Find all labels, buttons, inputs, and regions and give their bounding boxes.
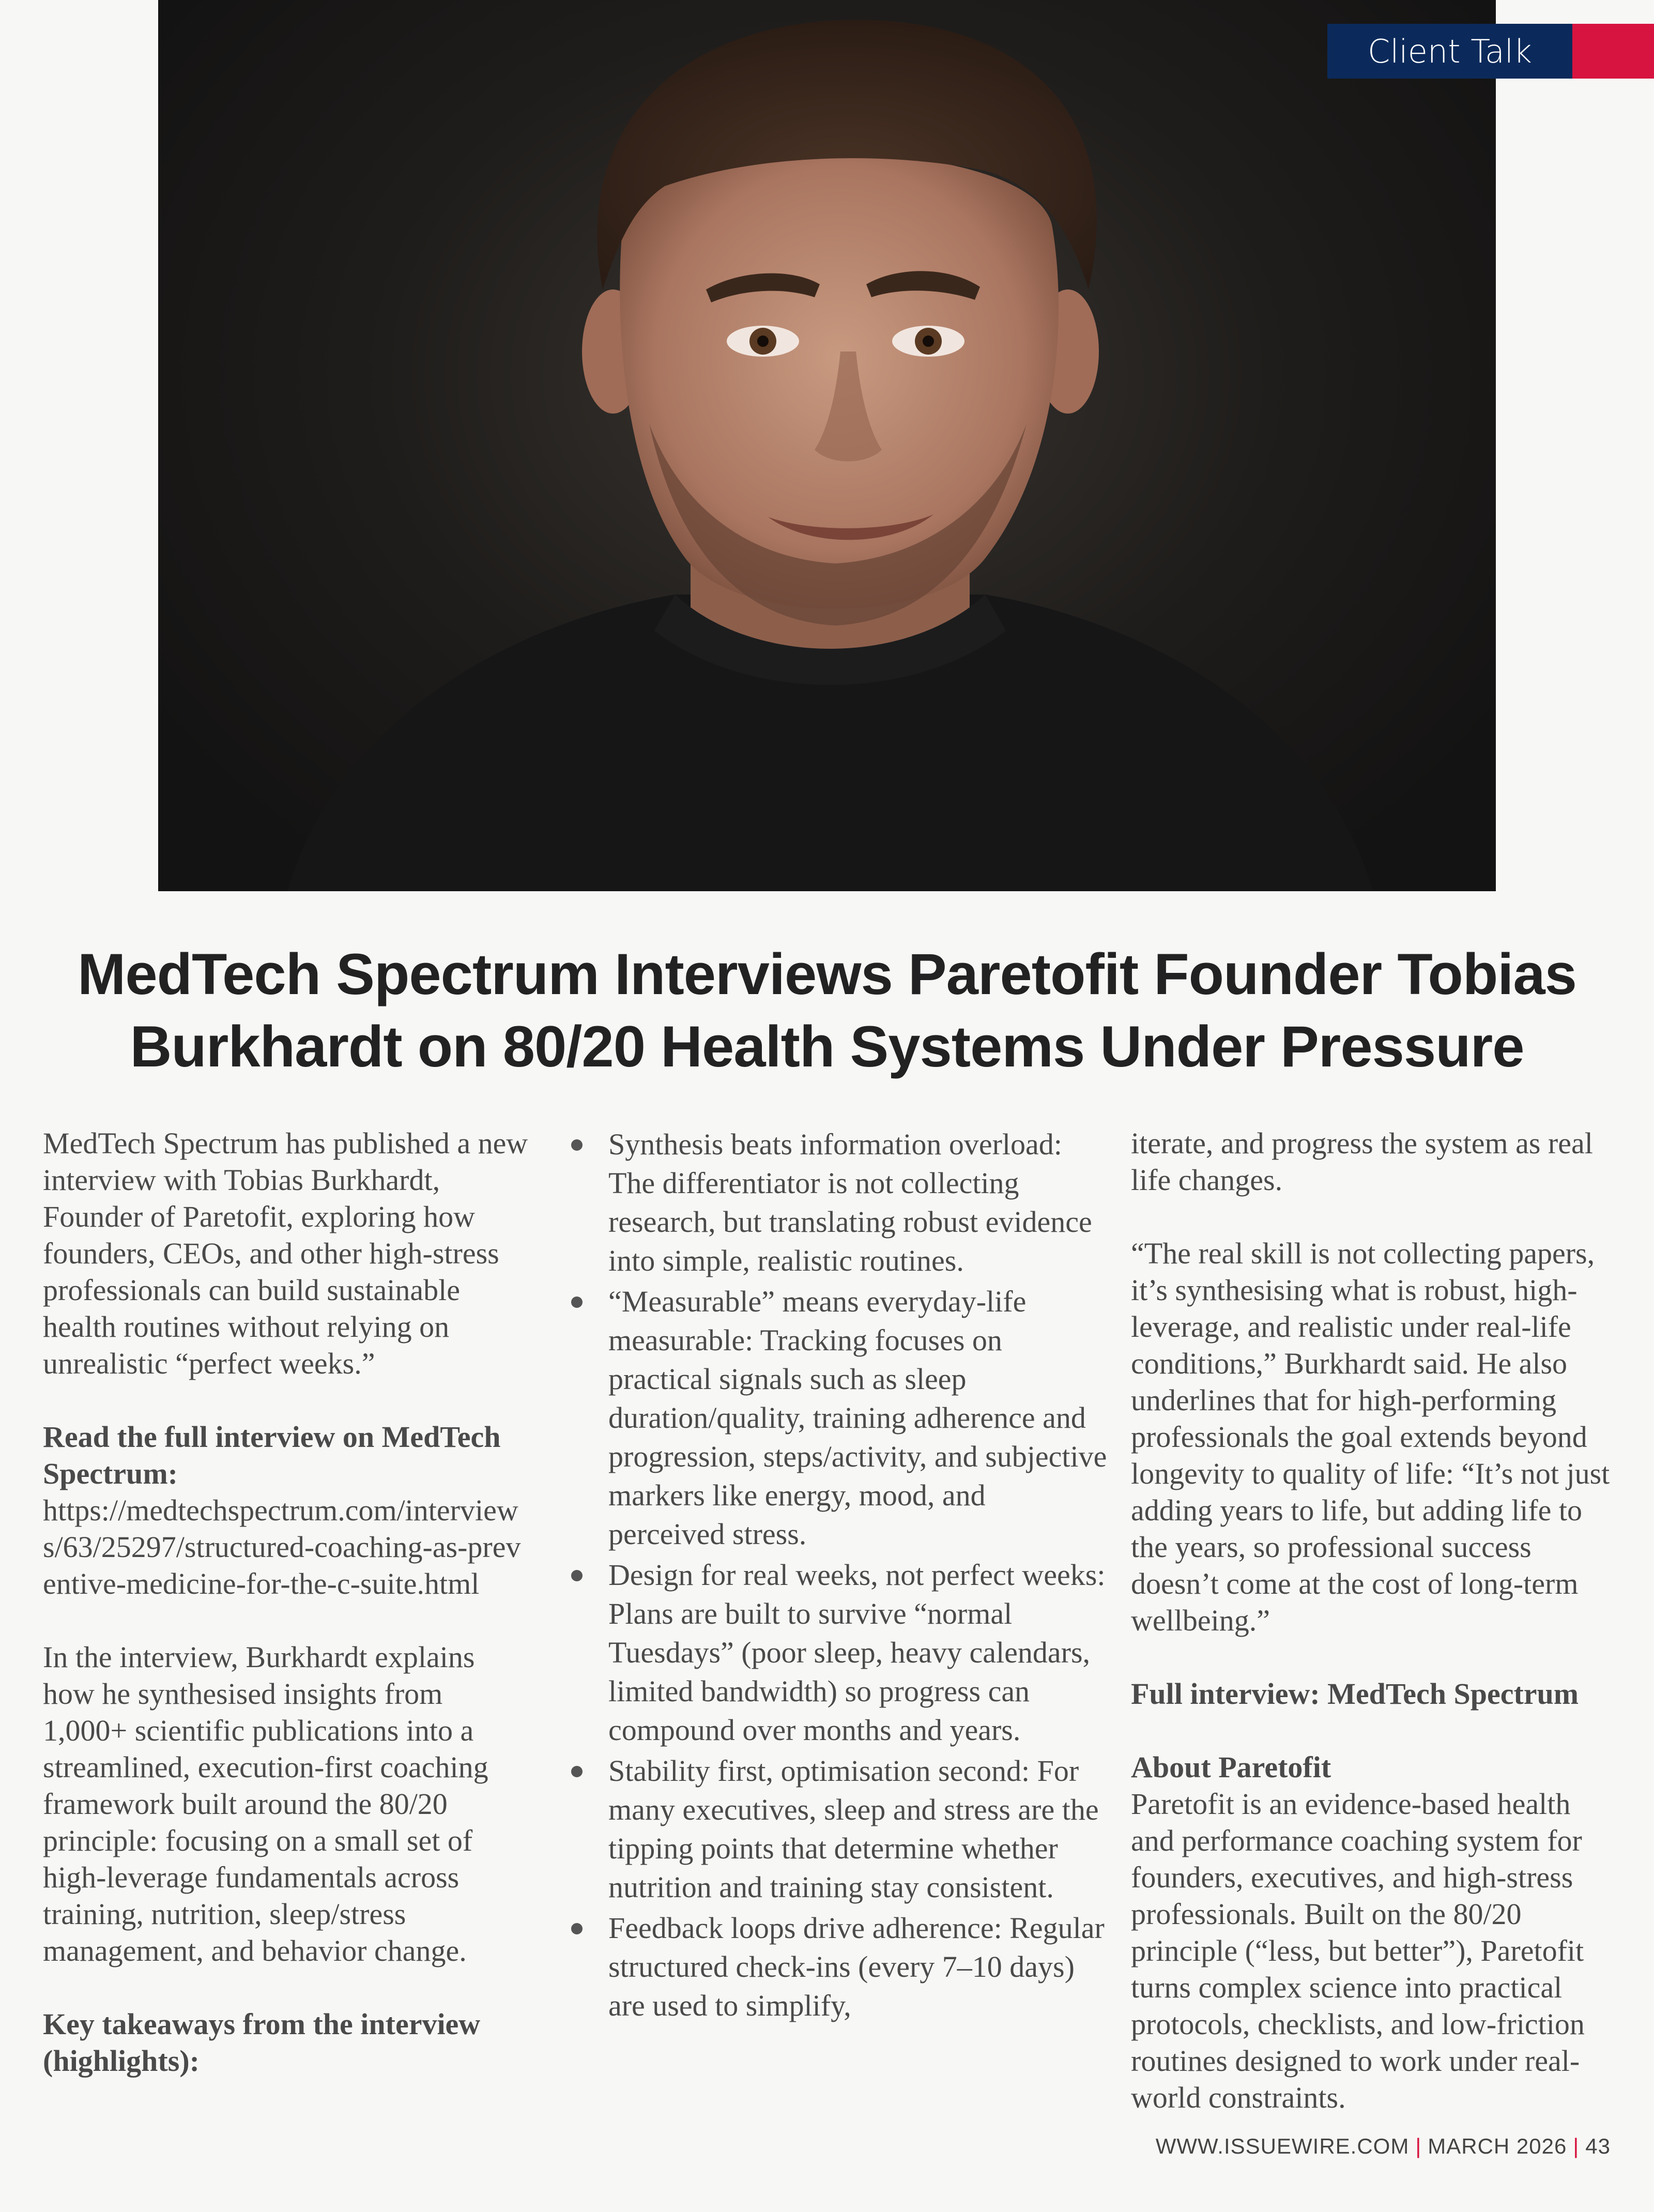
column-left <box>43 1125 529 2079</box>
highlight-text: Feedback loops drive adherence: Regular structured check-ins (every 7–10 days) are used to simplify, <box>608 1911 1105 2022</box>
list-item <box>566 1555 1109 1749</box>
bullet-dot-icon <box>571 1139 583 1151</box>
highlight-text: Stability first, optimisation second: For many executives, sleep and stress are the tipping points that determine whether nutrition and training stay consistent. <box>608 1754 1099 1904</box>
explanation-paragraph: In the interview, Burkhardt explains how he synthesised insights from 1,000+ scientific publications into a streamlined, execution-first coaching framework built around the 80/20 principle: focusing on a small set of high-leverage fundamentals across training, nutrition, sleep/stress management, and behavior change. <box>43 1640 488 1967</box>
highlights-list <box>566 1125 1109 2025</box>
bullet-dot-icon <box>571 1296 583 1308</box>
takeaways-heading: Key takeaways from the interview (highlights): <box>43 2007 481 2078</box>
footer-separator: | <box>1415 2134 1422 2158</box>
footer-site[interactable]: WWW.ISSUEWIRE.COM <box>1155 2134 1410 2158</box>
full-interview-link[interactable]: Full interview: MedTech Spectrum <box>1131 1677 1579 1711</box>
about-paragraph: Paretofit is an evidence-based health and performance coaching system for founders, executives, and high-stress professionals. Built on the 80/20 principle (“less, but better”), Paretofit turns complex science into practical protocols, checklists, and low-friction routines designed to work under real-world constraints. <box>1131 1787 1585 2114</box>
bullet-dot-icon <box>571 1923 583 1934</box>
list-item <box>566 1282 1109 1553</box>
section-tag-accent <box>1572 24 1654 79</box>
article-headline: MedTech Spectrum Interviews Paretofit Founder Tobias Burkhardt on 80/20 Health Systems Under Pressure <box>78 942 1576 1079</box>
page-footer <box>1156 2134 1611 2159</box>
read-full-interview-label: Read the full interview on MedTech Spectrum: <box>43 1420 501 1490</box>
column-middle <box>566 1125 1109 2027</box>
section-tag-label: Client Talk <box>1327 24 1572 79</box>
footer-separator: | <box>1573 2134 1580 2158</box>
intro-paragraph: MedTech Spectrum has published a new interview with Tobias Burkhardt, Founder of Paretofit, exploring how founders, CEOs, and other high-stress professionals can build sustainable health routines without relying on unrealistic “perfect weeks.” <box>43 1126 528 1380</box>
column-right <box>1131 1125 1617 2116</box>
highlight-text: “Measurable” means everyday-life measurable: Tracking focuses on practical signals such as sleep duration/quality, training adherence and progression, steps/activity, and subjective markers like energy, mood, and perceived stress. <box>608 1285 1107 1551</box>
highlight-text: Synthesis beats information overload: The differentiator is not collecting research, but translating robust evidence into simple, realistic routines. <box>608 1127 1092 1277</box>
list-item <box>566 1125 1109 1280</box>
interview-link[interactable]: https://medtechspectrum.com/interviews/63/25297/structured-coaching-as-preventive-medicine-for-the-c-suite.html <box>43 1493 521 1600</box>
bullet-dot-icon <box>571 1766 583 1777</box>
portrait-photo <box>158 0 1496 891</box>
continuation-text: iterate, and progress the system as real life changes. <box>1131 1126 1593 1197</box>
quote-paragraph: “The real skill is not collecting papers, it’s synthesising what is robust, high-leverage, and realistic under real-life conditions,” Burkhardt said. He also underlines that for high-performing professionals the goal extends beyond longevity to quality of life: “It’s not just adding years to life, but adding life to the years, so professional success doesn’t come at the cost of long-term wellbeing.” <box>1131 1237 1610 1637</box>
about-heading: About Paretofit <box>1131 1750 1331 1784</box>
bullet-dot-icon <box>571 1570 583 1581</box>
highlight-text: Design for real weeks, not perfect weeks: Plans are built to survive “normal Tuesdays” (poor sleep, heavy calendars, limited bandwidth) so progress can compound over months and years. <box>608 1558 1106 1747</box>
footer-date: MARCH 2026 <box>1428 2134 1567 2158</box>
section-tag <box>1327 24 1654 79</box>
page-number: 43 <box>1585 2134 1611 2158</box>
list-item <box>566 1751 1109 1906</box>
portrait-illustration <box>158 0 1496 891</box>
list-item <box>566 1909 1109 2025</box>
